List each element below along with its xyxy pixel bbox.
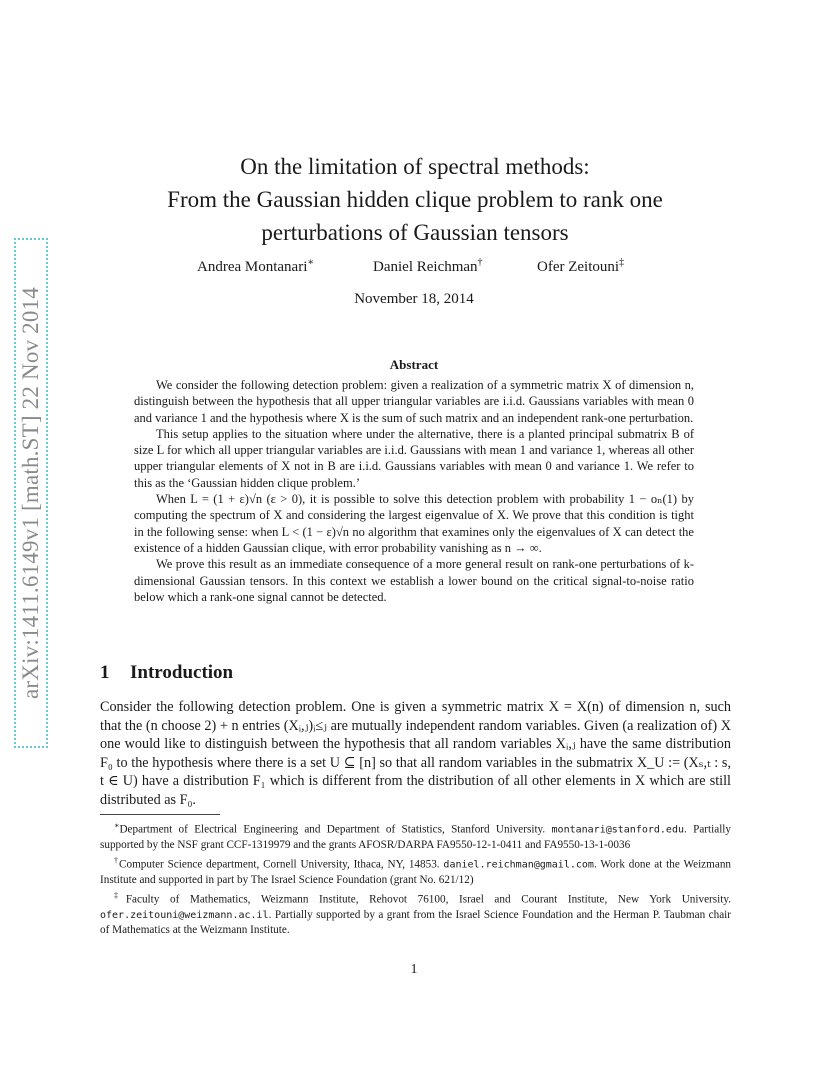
- title-line-3: perturbations of Gaussian tensors: [261, 220, 569, 245]
- paper-title: [130, 150, 700, 249]
- abstract-heading: Abstract: [389, 357, 439, 372]
- footnote-rule: [100, 814, 220, 815]
- abstract-body: [134, 377, 694, 605]
- footnote-montanari: ∗Department of Electrical Engineering and Department of Statistics, Stanford University. montanari@stanford.edu. Partially supported by the NSF grant CCF-1319979 and the grants AFOSR/DARPA FA9550-12-1-0411 and FA9550-13-1-0036: [100, 821, 731, 851]
- footnote-zeitouni: ‡Faculty of Mathematics, Weizmann Institute, Rehovot 76100, Israel and Courant Institute, New York University. ofer.zeitouni@weizmann.ac.il. Partially supported by a grant from the Israel Science Foundation and the Herman P. Taubman chair of Mathematics at the Weizmann Institute.: [100, 891, 731, 937]
- abstract-paragraph: This setup applies to the situation where under the alternative, there is a planted principal submatrix B of size L for which all upper triangular variables are i.i.d. Gaussians with mean 1 and variance 1, whereas all other upper triangular elements of X not in B are i.i.d. Gaussians variables with mean 0 and variance 1. We refer to this as the ‘Gaussian hidden clique problem.’: [134, 426, 694, 490]
- footnote-mark: ∗: [307, 257, 315, 268]
- footnote-mark: ‡: [619, 257, 625, 268]
- section-heading: [100, 662, 233, 684]
- title-line-2: From the Gaussian hidden clique problem to rank one: [167, 187, 663, 212]
- author-zeitouni: Ofer Zeitouni‡: [537, 257, 625, 275]
- section-number: 1: [100, 662, 110, 683]
- footnotes: [100, 818, 731, 939]
- arxiv-watermark: [14, 238, 48, 748]
- email-link[interactable]: ofer.zeitouni@weizmann.ac.il: [100, 910, 269, 922]
- abstract-paragraph: When L = (1 + ε)√n (ε > 0), it is possible to solve this detection problem with probability 1 − oₙ(1) by computing the spectrum of X and considering the largest eigenvalue of X. We prove that this condition is tight in the following sense: when L < (1 − ε)√n no algorithm that examines only the eigenvalues of X can detect the existence of a hidden Gaussian clique, with error probability vanishing as n → ∞.: [134, 492, 694, 555]
- section-title: Introduction: [130, 662, 234, 683]
- intro-paragraph: Consider the following detection problem. One is given a symmetric matrix X = X(n) of dimension n, such that the (n choose 2) + n entries (Xᵢ,ⱼ)ᵢ≤ⱼ are mutually independent random variables. Given (a realization of) X one would like to distinguish between the hypothesis that all random variables Xᵢ,ⱼ have the same distribution F₀ to the hypothesis where there is a set U ⊆ [n] so that all random variables in the submatrix X_U := (Xₛ,ₜ : s, t ∈ U) have a distribution F₁ which is different from the distribution of all other elements in X which are still distributed as F₀.: [100, 699, 731, 808]
- footnote-reichman: †Computer Science department, Cornell University, Ithaca, NY, 14853. daniel.reichman@gmail.com. Work done at the Weizmann Institute and supported in part by The Israel Science Foundation (grant No. 621/12): [100, 856, 732, 887]
- title-line-1: On the limitation of spectral methods:: [240, 154, 590, 179]
- email-link[interactable]: montanari@stanford.edu: [551, 824, 684, 836]
- email-link[interactable]: daniel.reichman@gmail.com: [443, 859, 594, 871]
- author-montanari: Andrea Montanari∗: [197, 257, 315, 275]
- abstract-paragraph: We prove this result as an immediate consequence of a more general result on rank-one perturbations of k-dimensional Gaussian tensors. In this context we establish a lower bound on the critical signal-to-noise ratio below which a rank-one signal cannot be detected.: [134, 557, 694, 604]
- abstract-paragraph: We consider the following detection problem: given a realization of a symmetric matrix X of dimension n, distinguish between the hypothesis that all upper triangular variables are i.i.d. Gaussians variables with mean 0 and variance 1 and the hypothesis where X is the sum of such matrix and an independent rank-one perturbation.: [134, 378, 694, 425]
- author-list: [0, 257, 828, 279]
- paper-date: November 18, 2014: [354, 291, 474, 307]
- footnote-mark: †: [477, 257, 483, 268]
- author-reichman: Daniel Reichman†: [373, 257, 483, 275]
- arxiv-identifier: arXiv:1411.6149v1 [math.ST] 22 Nov 2014: [18, 287, 43, 699]
- page-number: 1: [410, 962, 418, 977]
